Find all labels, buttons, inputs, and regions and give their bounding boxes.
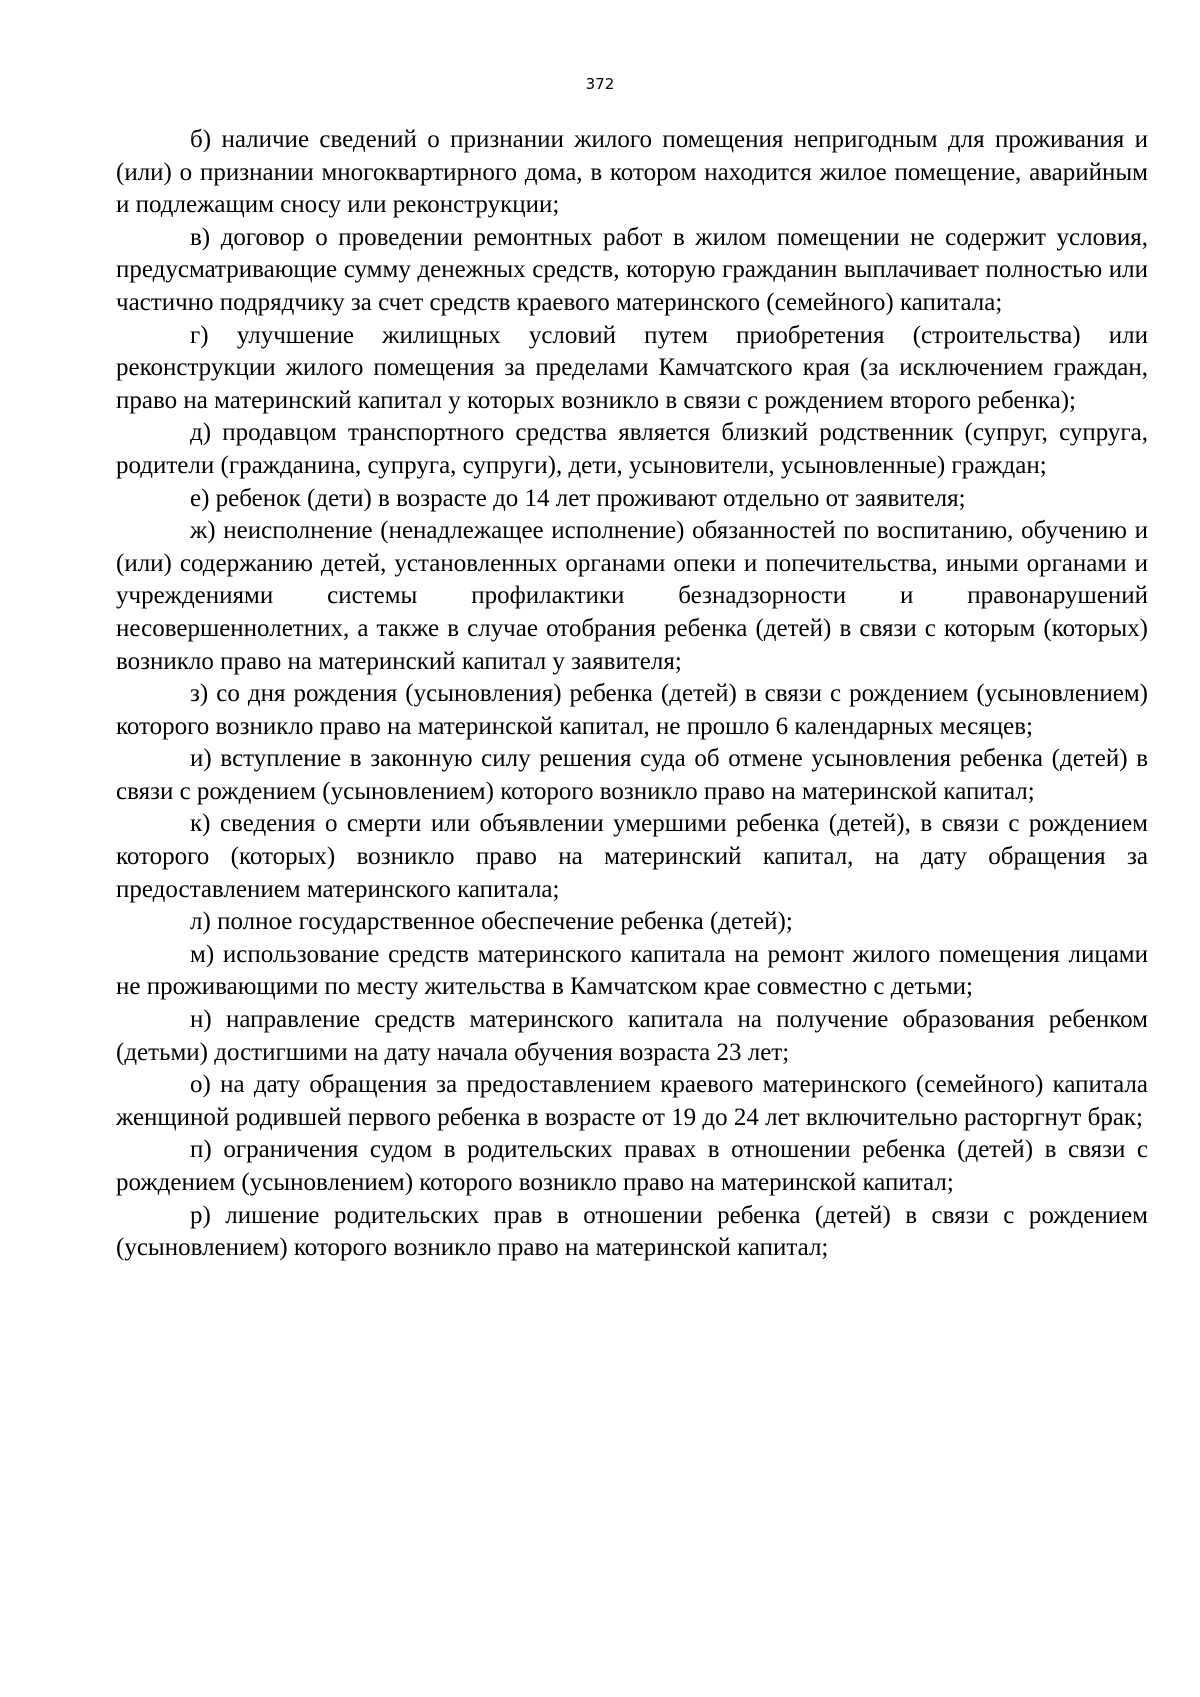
item-marker: к) bbox=[190, 810, 211, 838]
item-marker: р) bbox=[190, 1201, 211, 1229]
item-text: ограничения судом в родительских правах в отношении ребенка (детей) в связи с рождением (усыновлением) которого возникло право на материнской капитал; bbox=[116, 1136, 1149, 1196]
item-text: ребенок (дети) в возрасте до 14 лет проживают отдельно от заявителя; bbox=[215, 484, 966, 512]
item-marker: г) bbox=[190, 321, 209, 349]
item-marker: п) bbox=[190, 1136, 212, 1164]
item-marker: о) bbox=[190, 1071, 211, 1099]
item-marker: и) bbox=[190, 745, 212, 773]
item-text: продавцом транспортного средства является близкий родственник (супруг, супруга, родители (гражданина, супруга, супруги), дети, усыновители, усыновленные) граждан; bbox=[116, 419, 1148, 479]
item-marker: д) bbox=[190, 419, 212, 447]
item-marker: ж) bbox=[190, 517, 216, 545]
list-item bbox=[116, 678, 1148, 743]
list-item bbox=[116, 483, 1148, 516]
list-item bbox=[116, 1004, 1148, 1069]
list-item bbox=[116, 1200, 1148, 1265]
list-item bbox=[116, 906, 1148, 939]
item-text: на дату обращения за предоставлением краевого материнского (семейного) капитала женщиной родившей первого ребенка в возрасте от 19 до 24 лет включительно расторгнут брак; bbox=[116, 1071, 1149, 1131]
list-item bbox=[116, 1134, 1148, 1199]
item-text: договор о проведении ремонтных работ в жилом помещении не содержит условия, предусматривающие сумму денежных средств, которую гражданин выплачивает полностью или частично подрядчику за счет средств краевого материнского (семейного) капитала; bbox=[116, 223, 1149, 316]
list-item bbox=[116, 1069, 1148, 1134]
list-item bbox=[116, 515, 1148, 678]
list-item bbox=[116, 417, 1148, 482]
document-body bbox=[116, 124, 1148, 1265]
item-text: улучшение жилищных условий путем приобретения (строительства) или реконструкции жилого помещения за пределами Камчатского края (за исключением граждан, право на материнский капитал у которых возникло в связи с рождением второго ребенка); bbox=[116, 321, 1148, 414]
item-text: полное государственное обеспечение ребенка (детей); bbox=[217, 908, 793, 936]
list-item bbox=[116, 743, 1148, 808]
page-number: 372 bbox=[585, 75, 615, 93]
item-text: неисполнение (ненадлежащее исполнение) обязанностей по воспитанию, обучению и (или) содержанию детей, установленных органами опеки и попечительства, иными органами и учреждениями системы профилактики безнадзорности и правонарушений несовершеннолетних, а также в случае отобрания ребенка (детей) в связи с которым (которых) возникло право на материнский капитал у заявителя; bbox=[116, 517, 1148, 675]
item-marker: м) bbox=[190, 940, 215, 968]
item-marker: л) bbox=[190, 908, 211, 936]
item-marker: з) bbox=[190, 680, 209, 708]
list-item bbox=[116, 124, 1148, 222]
item-text: со дня рождения (усыновления) ребенка (детей) в связи с рождением (усыновлением) которого возникло право на материнской капитал, не прошло 6 календарных месяцев; bbox=[116, 680, 1149, 740]
item-marker: н) bbox=[190, 1006, 212, 1034]
list-item bbox=[116, 939, 1148, 1004]
item-text: направление средств материнского капитала на получение образования ребенком (детьми) достигшими на дату начала обучения возраста 23 лет; bbox=[116, 1006, 1148, 1066]
item-text: использование средств материнского капитала на ремонт жилого помещения лицами не проживающими по месту жительства в Камчатском крае совместно с детьми; bbox=[116, 940, 1149, 1001]
item-text: вступление в законную силу решения суда об отмене усыновления ребенка (детей) в связи с рождением (усыновлением) которого возникло право на материнской капитал; bbox=[116, 745, 1149, 805]
list-item bbox=[116, 222, 1148, 320]
item-text: сведения о смерти или объявлении умершими ребенка (детей), в связи с рождением которого (которых) возникло право на материнский капитал, на дату обращения за предоставлением материнского капитала; bbox=[116, 810, 1149, 903]
list-item bbox=[116, 320, 1148, 418]
item-marker: е) bbox=[190, 484, 210, 512]
item-marker: б) bbox=[190, 126, 212, 153]
item-marker: в) bbox=[190, 223, 211, 251]
list-item bbox=[116, 808, 1148, 906]
item-text: наличие сведений о признании жилого помещения непригодным для проживания и (или) о признании многоквартирного дома, в котором находится жилое помещение, аварийным и подлежащим сносу или реконструкции; bbox=[116, 126, 1149, 219]
item-text: лишение родительских прав в отношении ребенка (детей) в связи с рождением (усыновлением) которого возникло право на материнской капитал; bbox=[116, 1201, 1148, 1262]
